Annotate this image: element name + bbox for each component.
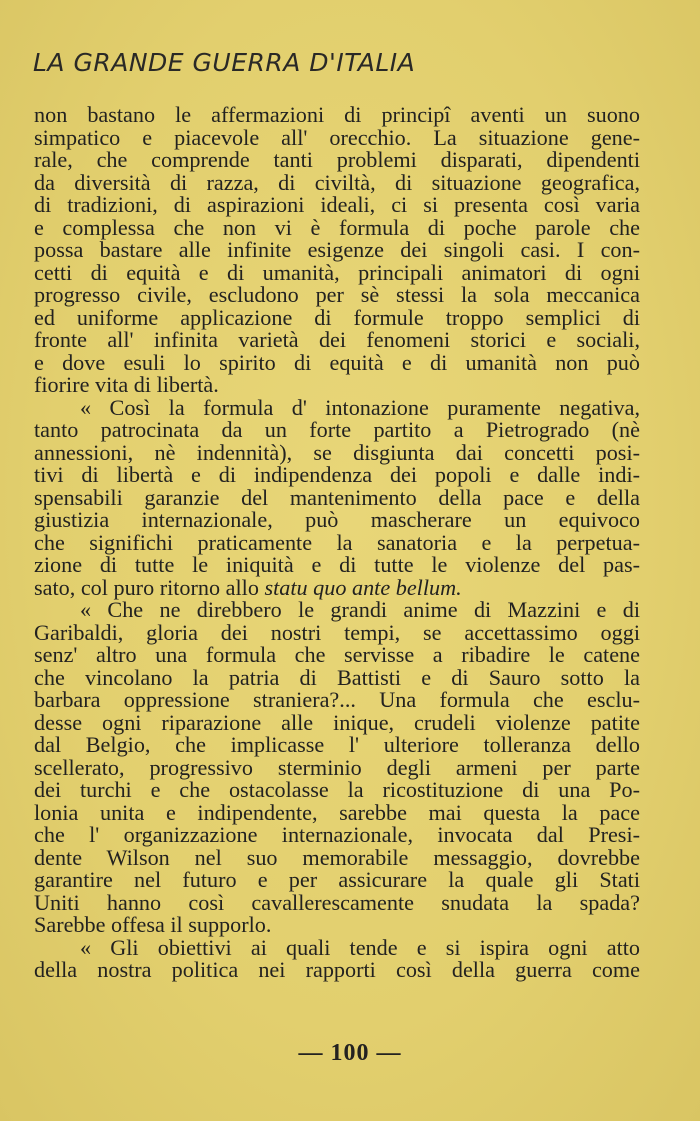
text-line-content: che vincolano la patria di Battisti e di Sauro sotto la <box>34 664 640 690</box>
text-line-content: tivi di libertà e di indipendenza dei popoli e dalle indi- <box>34 462 640 487</box>
text-line-content: Uniti hanno così cavallerescamente snudata la spada? <box>34 889 640 915</box>
text-line-content: che l' organizzazione internazionale, invocata dal Presi- <box>34 822 640 847</box>
text-line-content: annessioni, nè indennità), se disgiunta dai concetti posi- <box>34 439 640 465</box>
text-line <box>34 574 640 600</box>
text-line-content: dente Wilson nel suo memorabile messaggio, dovrebbe <box>34 844 640 870</box>
text-line-content: « Così la formula d' intonazione puramente negativa, <box>80 394 640 420</box>
text-line <box>34 374 640 397</box>
text-line-content: non bastano le affermazioni di principî aventi un suono <box>34 102 640 127</box>
text-line-content: rale, che comprende tanti problemi disparati, dipendenti <box>34 147 640 172</box>
text-line <box>34 799 640 825</box>
text-line <box>34 754 640 780</box>
text-line <box>34 959 640 982</box>
text-line <box>34 124 640 150</box>
text-line-content: sato, col puro ritorno allo <box>34 574 265 600</box>
text-line <box>34 554 640 577</box>
text-line <box>34 304 640 330</box>
text-line-content: spensabili garanzie del mantenimento della pace e della <box>34 484 640 510</box>
text-line <box>34 644 640 667</box>
text-line <box>34 214 640 240</box>
text-line <box>34 509 640 532</box>
text-line-content: giustizia internazionale, può mascherare un equivoco <box>34 507 640 532</box>
text-line <box>34 149 640 172</box>
text-line-content: dei turchi e che ostacolasse la ricostituzione di una Po- <box>34 777 640 802</box>
body-text <box>34 104 640 982</box>
text-line <box>34 349 640 375</box>
text-line <box>34 104 640 127</box>
text-line-content: simpatico e piacevole all' orecchio. La situazione gene- <box>34 124 640 150</box>
text-line <box>34 869 640 892</box>
text-line <box>34 169 640 195</box>
text-line-content: « Che ne direbbero le grandi anime di Mazzini e di <box>80 597 640 622</box>
text-line <box>34 529 640 555</box>
text-line-content: della nostra politica nei rapporti così della guerra come <box>34 957 640 982</box>
text-line-content: garantire nel futuro e per assicurare la quale gli Stati <box>34 867 640 892</box>
text-line <box>34 439 640 465</box>
text-line-content: lonia unita e indipendente, sarebbe mai questa la pace <box>34 799 640 825</box>
text-line <box>34 259 640 285</box>
text-line <box>34 709 640 735</box>
text-line-content: da diversità di razza, di civiltà, di situazione geografica, <box>34 169 640 195</box>
text-line <box>34 329 640 352</box>
text-line-content: e complessa che non vi è formula di poche parole che <box>34 214 640 240</box>
text-line-content: Garibaldi, gloria dei nostri tempi, se accettassimo oggi <box>34 619 640 645</box>
text-line-content: di tradizioni, di aspirazioni ideali, ci si presenta così varia <box>34 192 640 217</box>
text-line-content: barbara oppressione straniera?... Una formula che esclu- <box>34 687 640 712</box>
text-line-content: tanto patrocinata da un forte partito a Pietrogrado (nè <box>34 417 640 442</box>
italic-phrase: statu quo ante bellum. <box>264 574 462 600</box>
text-line <box>34 689 640 712</box>
text-line <box>34 599 640 622</box>
text-line <box>34 284 640 307</box>
text-line-content: « Gli obiettivi ai quali tende e si ispira ogni atto <box>80 934 640 960</box>
text-line-content: dal Belgio, che implicasse l' ulteriore tolleranza dello <box>34 732 640 757</box>
page-number: — 100 — <box>298 1040 402 1066</box>
text-line-content: possa bastare alle infinite esigenze dei singoli casi. I con- <box>34 237 640 262</box>
text-line-content: fronte all' infinita varietà dei fenomeni storici e sociali, <box>34 327 640 352</box>
text-line <box>34 239 640 262</box>
text-line-content: ed uniforme applicazione di formule troppo semplici di <box>34 304 640 330</box>
text-line <box>34 394 640 420</box>
text-line <box>34 419 640 442</box>
text-line <box>34 734 640 757</box>
text-line <box>34 194 640 217</box>
text-line-content: progresso civile, escludono per sè stessi la sola meccanica <box>34 282 640 307</box>
text-line-content: scellerato, progressivo sterminio degli armeni per parte <box>34 754 640 780</box>
text-line <box>34 484 640 510</box>
text-line-content: desse ogni riparazione alle inique, crudeli violenze patite <box>34 709 640 735</box>
text-line-content: senz' altro una formula che servisse a ribadire le catene <box>34 642 640 667</box>
text-line <box>34 779 640 802</box>
text-line <box>34 464 640 487</box>
running-head: LA GRANDE GUERRA D'ITALIA <box>33 48 416 77</box>
text-line <box>34 824 640 847</box>
text-line-content: Sarebbe offesa il supporlo. <box>34 912 272 937</box>
text-line-content: fiorire vita di libertà. <box>34 372 219 397</box>
text-line <box>34 914 640 937</box>
text-line-content: e dove esuli lo spirito di equità e di umanità non può <box>34 349 640 375</box>
text-line <box>34 934 640 960</box>
text-line <box>34 844 640 870</box>
text-line <box>34 619 640 645</box>
text-line-content: zione di tutte le iniquità e di tutte le violenze del pas- <box>34 552 640 577</box>
text-line-content: che significhi praticamente la sanatoria e la perpetua- <box>34 529 640 555</box>
text-line <box>34 889 640 915</box>
text-line <box>34 664 640 690</box>
text-line-content: cetti di equità e di umanità, principali animatori di ogni <box>34 259 640 285</box>
